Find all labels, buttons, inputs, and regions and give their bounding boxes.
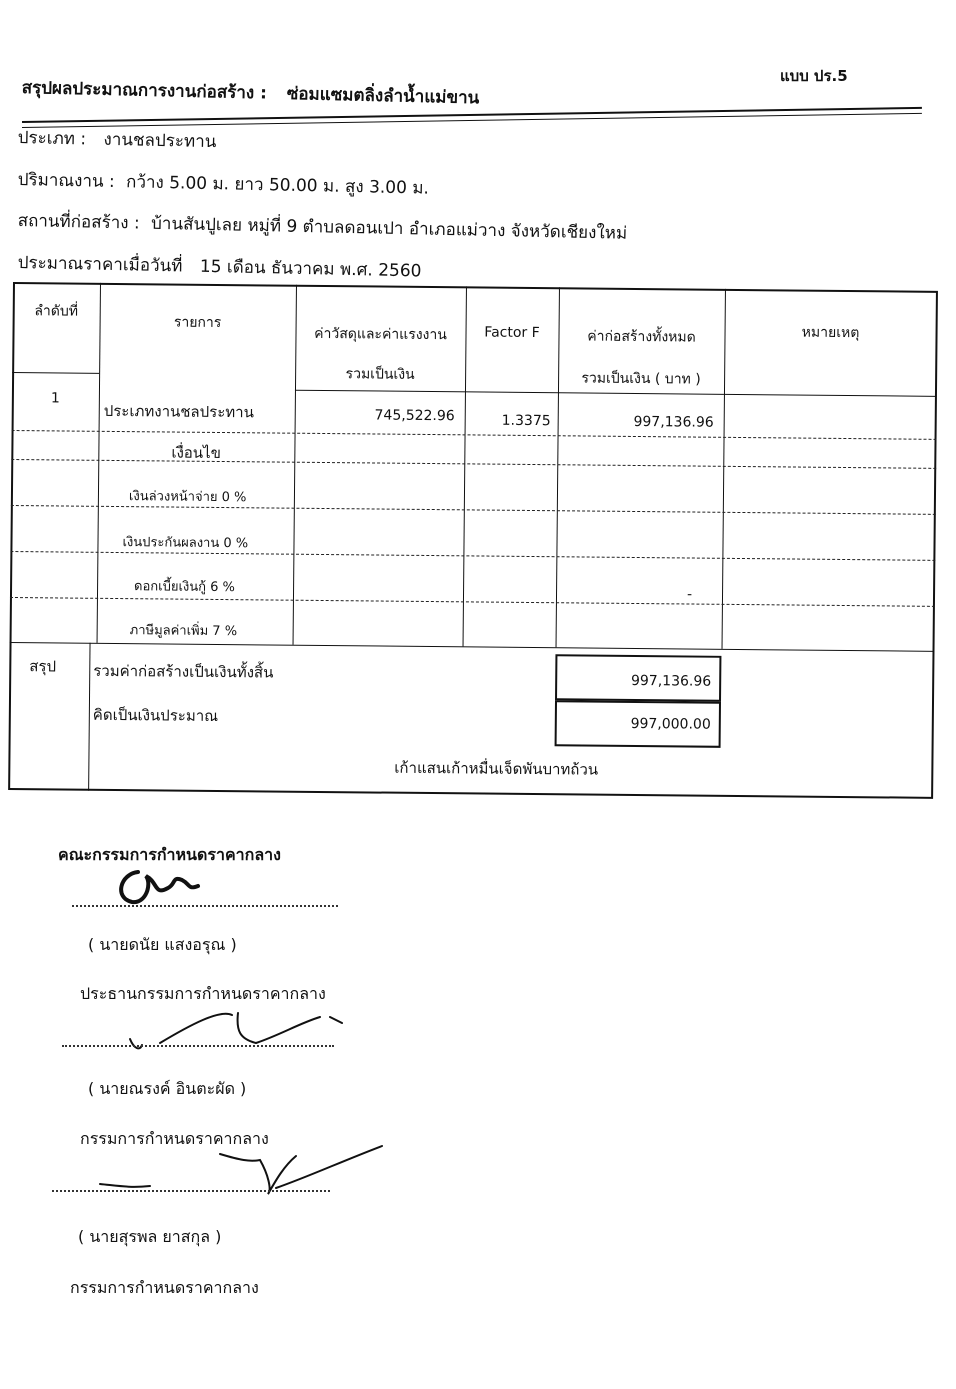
total-label: รวมค่าก่อสร้างเป็นเงินทั้งสิ้น: [93, 661, 274, 682]
type-label: ประเภท :: [17, 127, 87, 150]
header-total-line1: ค่าก่อสร้างทั้งหมด: [587, 328, 696, 346]
condition-advance: เงินล่วงหน้าจ่าย 0 %: [128, 489, 247, 506]
row-factor: 1.3375: [501, 412, 551, 430]
total-value: 997,136.96: [630, 672, 712, 690]
quantity-line: [17, 166, 429, 202]
signature-line-chairman: [72, 905, 338, 907]
header-remark: หมายเหตุ: [801, 324, 860, 342]
row-no: 1: [50, 390, 60, 407]
date-line: [17, 249, 421, 284]
title-label: สรุปผลประมาณการงานก่อสร้าง :: [21, 77, 268, 104]
page-title: [21, 74, 479, 111]
header-no: ลำดับที่: [34, 303, 79, 320]
header-total-line2: รวมเป็นเงิน ( บาท ): [581, 370, 701, 388]
chairman-name: ( นายดนัย แสงอรุณ ): [88, 935, 237, 954]
project-name: ซ่อมแซมตลิ่งลำน้ำแม่ขาน: [286, 84, 480, 109]
condition-interest: ดอกเบี้ยเงินกู้ 6 %: [134, 579, 236, 596]
signature-line-member-2: [52, 1190, 330, 1192]
quantity-value: กว้าง 5.00 ม. ยาว 50.00 ม. สูง 3.00 ม.: [125, 172, 430, 199]
conditions-title: เงื่อนไข: [171, 443, 221, 463]
header-factor: Factor F: [484, 324, 540, 342]
header-material-line2: รวมเป็นเงิน: [345, 366, 415, 383]
condition-vat: ภาษีมูลค่าเพิ่ม 7 %: [129, 623, 238, 640]
date-value: 15 เดือน ธันวาคม พ.ศ. 2560: [199, 256, 422, 282]
signature-member-2: [100, 1140, 400, 1205]
signature-chairman: [110, 860, 200, 910]
signature-line-member-1: [62, 1045, 334, 1047]
estimate-table: [8, 282, 938, 799]
quantity-label: ปริมาณงาน :: [17, 169, 115, 193]
signature-member-1: [120, 1005, 350, 1060]
member-1-role: กรรมการกำหนดราคากลาง: [80, 1129, 269, 1148]
committee-title: คณะกรรมการกำหนดราคากลาง: [58, 845, 281, 864]
interest-total: -: [686, 586, 693, 603]
chairman-role: ประธานกรรมการกำหนดราคากลาง: [80, 984, 326, 1003]
summary-label: สรุป: [29, 657, 57, 676]
amount-in-words: เก้าแสนเก้าหมื่นเจ็ดพันบาทถ้วน: [394, 758, 599, 779]
type-line: [17, 124, 216, 155]
location-line: [17, 207, 627, 247]
row-total: 997,136.96: [633, 413, 714, 431]
type-value: งานชลประทาน: [103, 129, 217, 153]
member-1-name: ( นายณรงค์ อินตะผัด ): [88, 1079, 247, 1098]
header-item: รายการ: [173, 314, 222, 332]
row-item: ประเภทงานชลประทาน: [103, 401, 254, 422]
header-material-line1: ค่าวัสดุและค่าแรงงาน: [314, 325, 447, 344]
date-label: ประมาณราคาเมื่อวันที่: [17, 252, 183, 277]
location-label: สถานที่ก่อสร้าง :: [17, 210, 140, 234]
location-value: บ้านสันปูเลย หมู่ที่ 9 ตำบลดอนเปา อำเภอแม่วาง จังหวัดเชียงใหม่: [150, 213, 628, 244]
row-material: 745,522.96: [374, 407, 455, 425]
member-2-role: กรรมการกำหนดราคากลาง: [70, 1278, 259, 1297]
condition-guarantee: เงินประกันผลงาน 0 %: [122, 535, 249, 552]
estimate-value: 997,000.00: [630, 715, 711, 733]
form-code: แบบ ปร.5: [780, 67, 848, 85]
member-2-name: ( นายสุรพล ยาสกุล ): [78, 1227, 222, 1246]
estimate-label: คิดเป็นเงินประมาณ: [92, 705, 219, 725]
